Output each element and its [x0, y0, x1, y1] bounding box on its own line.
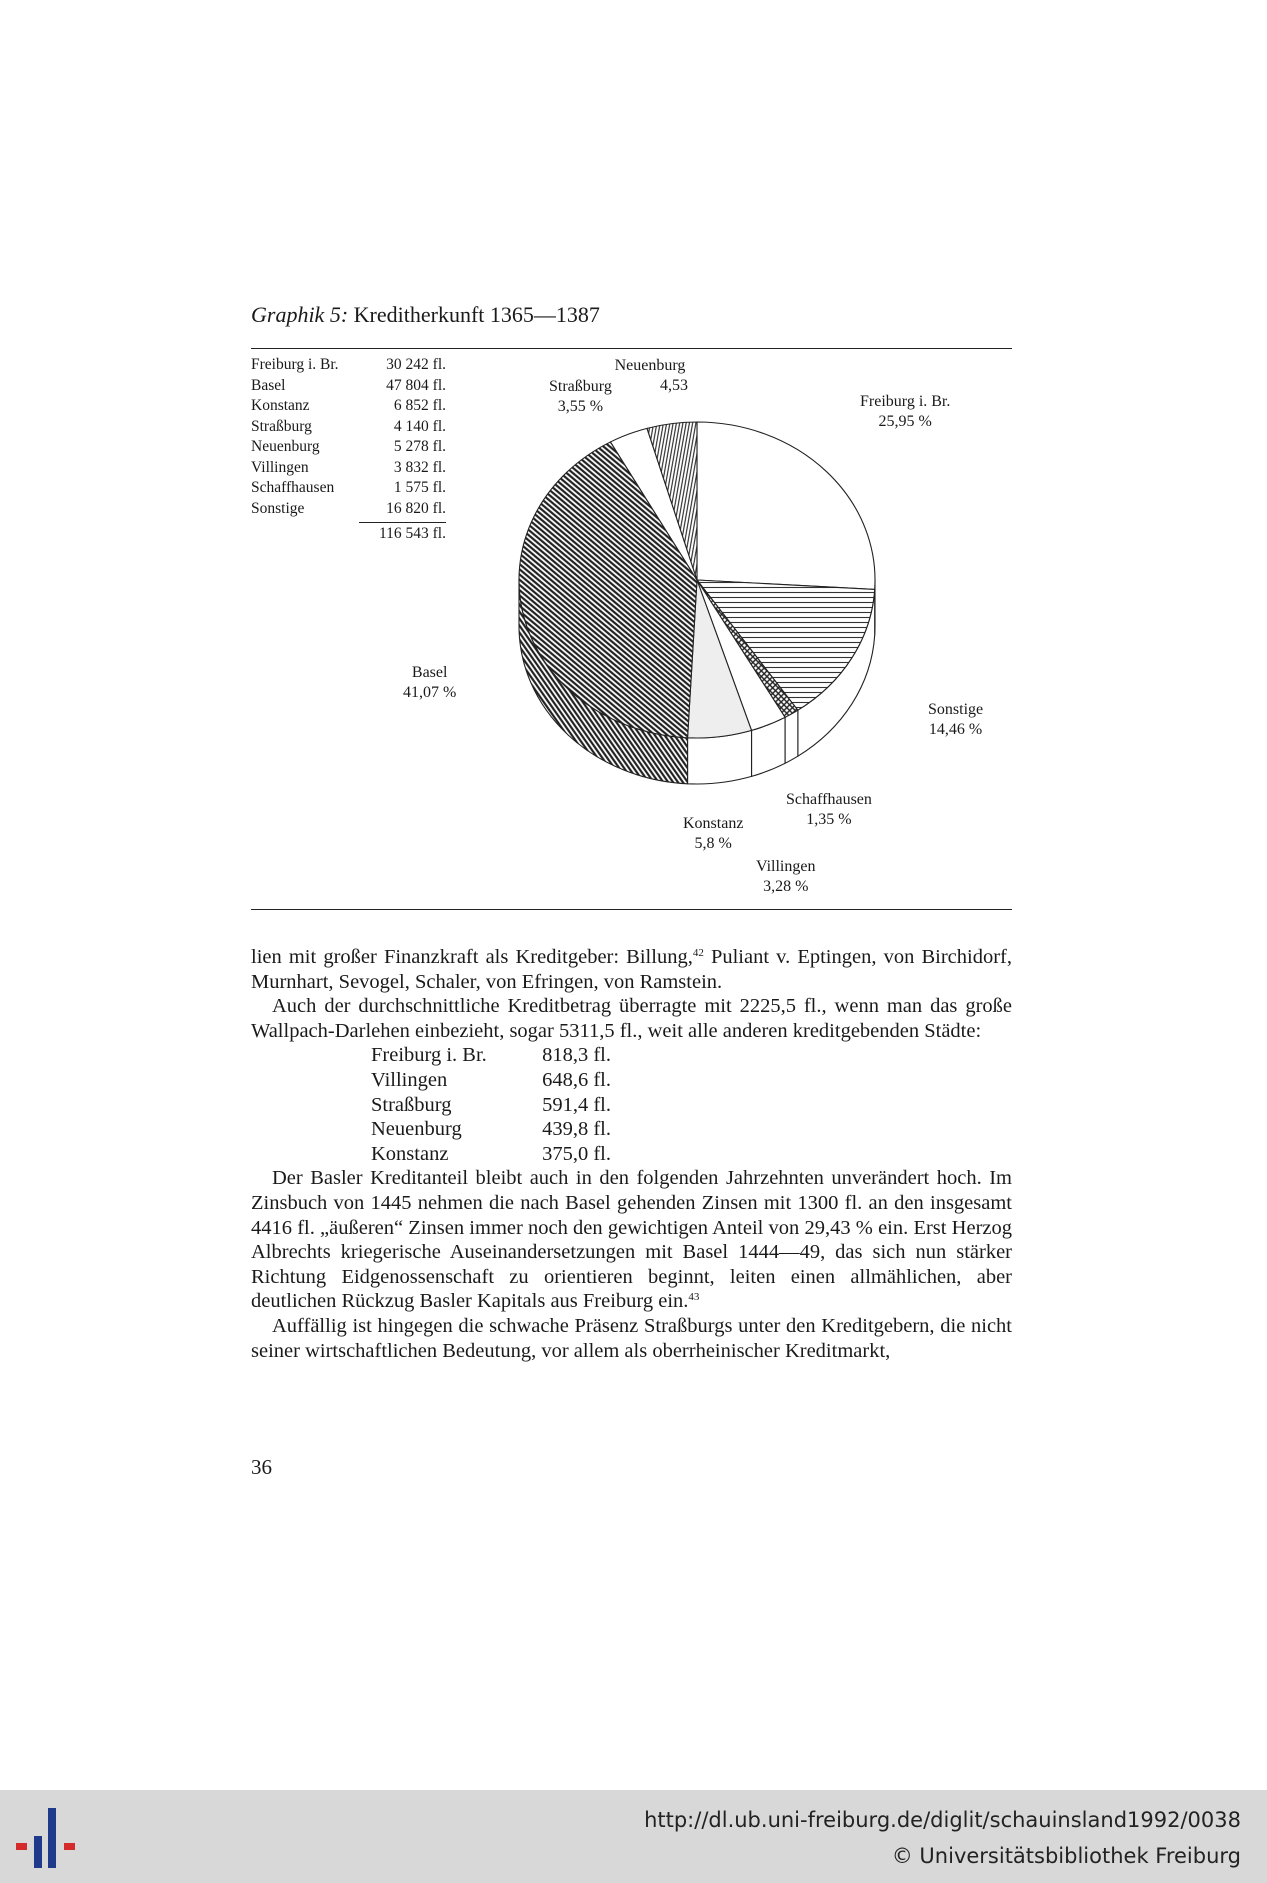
- paragraph: Auch der durchschnittliche Kreditbetrag überragte mit 2225,5 fl., wenn man das große Wallpach-Darlehen einbezieht, sogar 5311,5 fl., weit alle anderen kreditgebenden Städte:: [251, 995, 1012, 1042]
- label-konstanz: Konstanz 5,8 %: [683, 815, 744, 852]
- bottom-rule: [251, 909, 1012, 910]
- footnote-ref: 42: [692, 947, 704, 959]
- legend-row: Villingen 3 832 fl.: [251, 458, 446, 476]
- legend-row: Schaffhausen 1 575 fl.: [251, 479, 446, 496]
- table-row: Freiburg i. Br. 818,3 fl.: [371, 1044, 611, 1067]
- caption-label: Graphik 5:: [251, 302, 349, 327]
- top-rule: [251, 348, 1012, 349]
- library-logo-icon: [14, 1806, 84, 1872]
- legend-total: 116 543 fl.: [359, 522, 446, 545]
- legend-row: Basel 47 804 fl.: [251, 376, 446, 394]
- table-row: Konstanz 375,0 fl.: [371, 1142, 611, 1165]
- label-sonstige: Sonstige 14,46 %: [928, 701, 984, 738]
- label-freiburg: Freiburg i. Br. 25,95 %: [860, 393, 951, 430]
- figure-caption: [251, 302, 600, 328]
- paragraph: Auffällig ist hingegen die schwache Präsenz Straßburgs unter den Kreditgebern, die nicht seiner wirtschaftlichen Bedeutung, vor allem als oberrheinischer Kreditmarkt,: [251, 1314, 1012, 1362]
- pie-chart: [470, 405, 930, 805]
- legend-row: Straßburg 4 140 fl.: [251, 417, 446, 435]
- pie-side-schaffhausen: [785, 710, 798, 763]
- footer-bar: [0, 1790, 1267, 1883]
- label-strassburg: Straßburg 3,55 %: [549, 378, 612, 415]
- copyright-text: © Universitätsbibliothek Freiburg: [891, 1844, 1241, 1868]
- page-number: 36: [251, 1455, 272, 1479]
- legend-row: Sonstige 16 820 fl.: [251, 499, 446, 517]
- paragraph: Der Basler Kreditanteil bleibt auch in den folgenden Jahrzehnten unverändert hoch. Im Zinsbuch von 1445 nehmen die nach Basel gehenden Zinsen mit 1300 fl. an den insgesamt 4416 fl. „äußeren“ Zinsen immer noch den gewichtigen Anteil von 29,43 % ein. Erst Herzog Albrechts kriegerische Auseinandersetzungen mit Basel 1444—49, das sich nun stärker Richtung Eidgenossenschaft zu orientieren beginnt, leiten einen allmählichen, aber deutlichen Rückzug Basler Kapitals aus Freiburg ein.$^{43}$: [251, 1167, 1012, 1313]
- caption-title: Kreditherkunft 1365—1387: [353, 302, 600, 327]
- label-neuenburg: Neuenburg 4,53: [614, 357, 688, 394]
- table-row: Neuenburg 439,8 fl.: [371, 1118, 611, 1141]
- label-villingen: Villingen 3,28 %: [756, 858, 816, 895]
- legend-row: Freiburg i. Br. 30 242 fl.: [251, 356, 446, 373]
- table-row: Straßburg 591,4 fl.: [371, 1093, 611, 1116]
- footnote-ref: 43: [688, 1291, 700, 1304]
- average-credit-table: [371, 1043, 611, 1166]
- legend-row: Neuenburg 5 278 fl.: [251, 438, 446, 455]
- table-row: Villingen 648,6 fl.: [371, 1068, 611, 1091]
- label-basel: Basel 41,07 %: [403, 664, 457, 701]
- source-url-link[interactable]: http://dl.ub.uni-freiburg.de/diglit/schauinsland1992/0038: [644, 1808, 1241, 1832]
- body-text: [251, 945, 1012, 1363]
- credit-legend-table: [251, 355, 446, 545]
- legend-row: Konstanz 6 852 fl.: [251, 397, 446, 414]
- label-schaffhausen: Schaffhausen 1,35 %: [786, 791, 872, 828]
- pie-slice-freiburg-i-br: [697, 422, 875, 589]
- paragraph: lien mit großer Finanzkraft als Kreditgeber: Billung,$^{42}$ Puliant v. Eptingen, von Birchidorf, Murnhart, Sevogel, Schaler, von Efringen, von Ramstein.: [251, 946, 1012, 993]
